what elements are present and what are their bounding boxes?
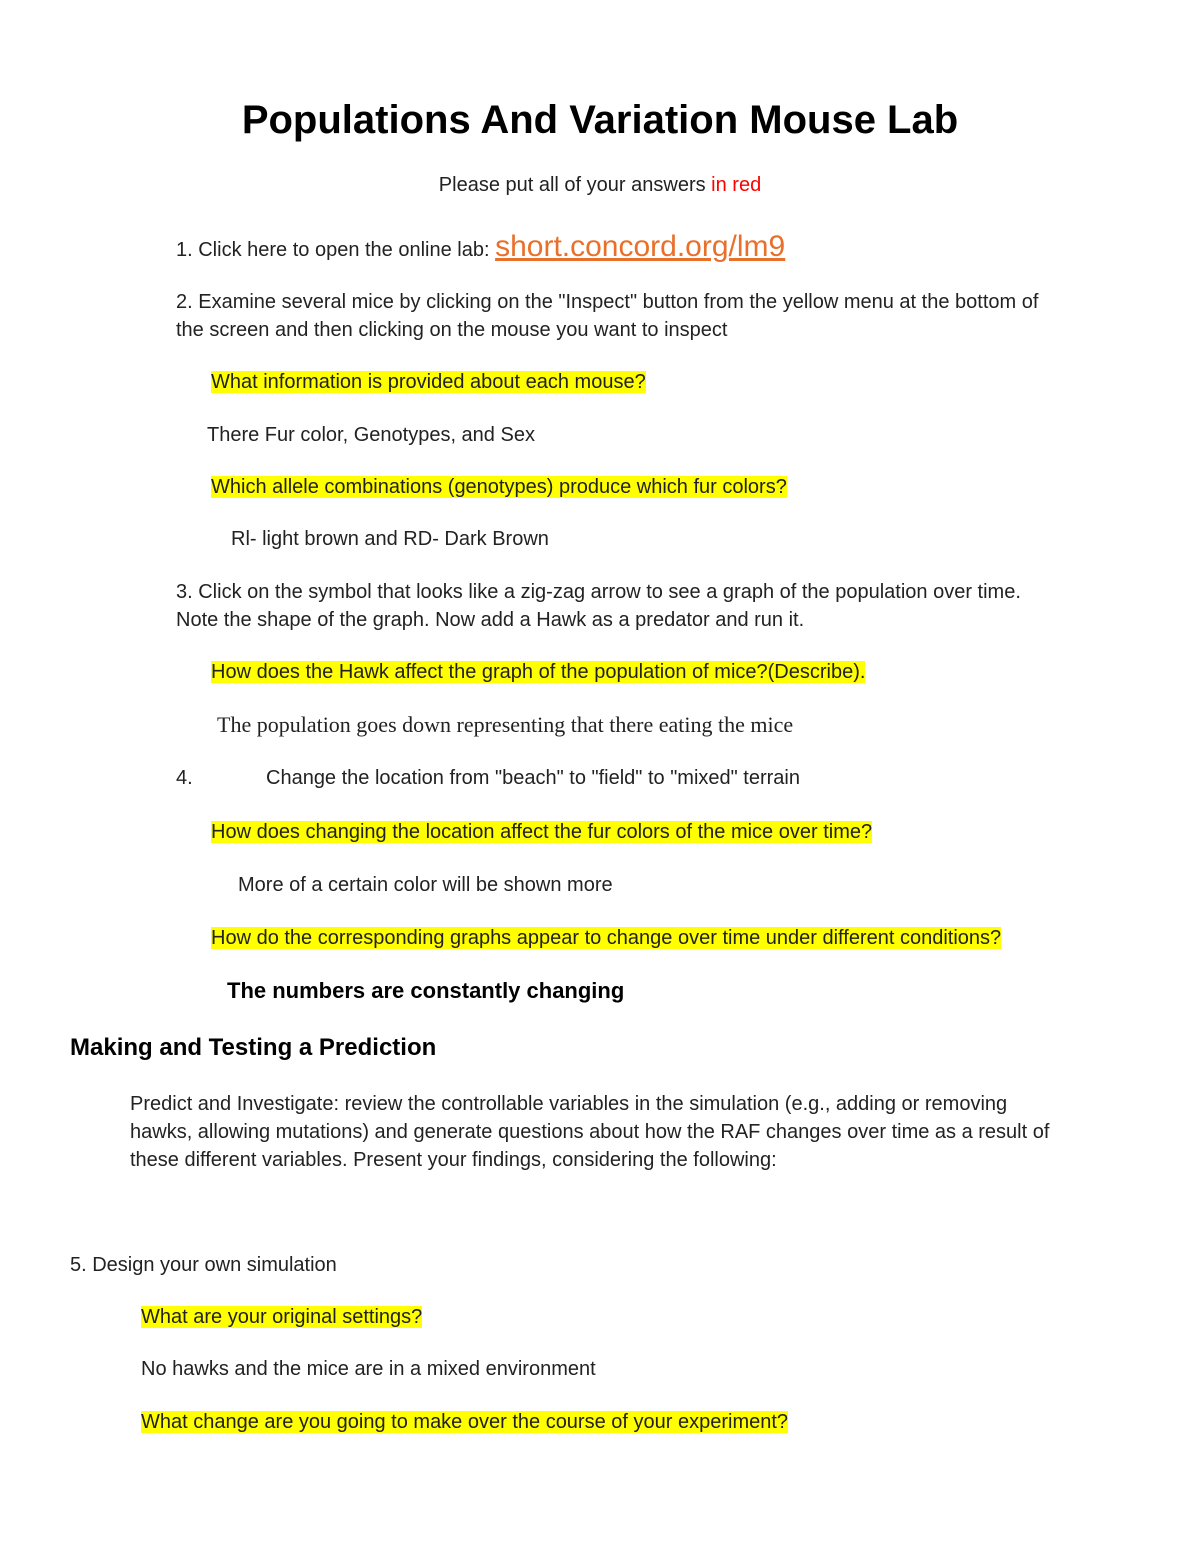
prompt-location-effect: How does changing the location affect the fur colors of the mice over time? — [211, 821, 873, 843]
question-2-line-1: 2. Examine several mice by clicking on the "Inspect" button from the yellow menu at the bottom of — [176, 291, 1039, 313]
question-1-text: 1. Click here to open the online lab: — [176, 239, 496, 261]
question-1 — [176, 230, 786, 263]
prompt-original-settings: What are your original settings? — [141, 1306, 423, 1328]
answer-mouse-info: There Fur color, Genotypes, and Sex — [207, 424, 535, 446]
instructions-red-text: in red — [711, 174, 762, 196]
question-3-line-2: Note the shape of the graph. Now add a Hawk as a predator and run it. — [176, 609, 805, 631]
question-3-line-1: 3. Click on the symbol that looks like a zig-zag arrow to see a graph of the population over time. — [176, 581, 1021, 603]
instructions — [0, 172, 1200, 198]
section-heading: Making and Testing a Prediction — [70, 1034, 437, 1061]
answer-allele-combinations: Rl- light brown and RD- Dark Brown — [231, 528, 549, 550]
online-lab-link[interactable]: short.concord.org/lm9 — [495, 230, 786, 263]
instructions-text: Please put all of your answers — [438, 174, 712, 196]
prompt-allele-combinations: Which allele combinations (genotypes) produce which fur colors? — [211, 476, 787, 498]
answer-hawk-effect: The population goes down representing that there eating the mice — [217, 712, 794, 737]
page-title: Populations And Variation Mouse Lab — [241, 98, 959, 142]
question-5-text: 5. Design your own simulation — [70, 1254, 337, 1276]
question-4-number: 4. — [176, 767, 193, 789]
answer-original-settings: No hawks and the mice are in a mixed environment — [141, 1358, 596, 1380]
section-paragraph-line-3: these different variables. Present your findings, considering the following: — [130, 1149, 777, 1171]
section-paragraph-line-2: hawks, allowing mutations) and generate questions about how the RAF changes over time as a result of — [130, 1121, 1050, 1143]
prompt-mouse-info: What information is provided about each mouse? — [211, 371, 646, 393]
question-4-text: Change the location from "beach" to "field" to "mixed" terrain — [266, 767, 800, 789]
section-paragraph-line-1: Predict and Investigate: review the controllable variables in the simulation (e.g., adding or removing — [130, 1093, 1008, 1115]
answer-graphs-change: The numbers are constantly changing — [227, 978, 625, 1003]
prompt-hawk-effect: How does the Hawk affect the graph of the population of mice?(Describe). — [211, 661, 866, 683]
answer-location-effect: More of a certain color will be shown more — [238, 874, 613, 896]
prompt-experiment-change: What change are you going to make over the course of your experiment? — [141, 1411, 789, 1433]
question-2-line-2: the screen and then clicking on the mouse you want to inspect — [176, 319, 728, 341]
prompt-graphs-change: How do the corresponding graphs appear to change over time under different conditions? — [211, 927, 1002, 949]
